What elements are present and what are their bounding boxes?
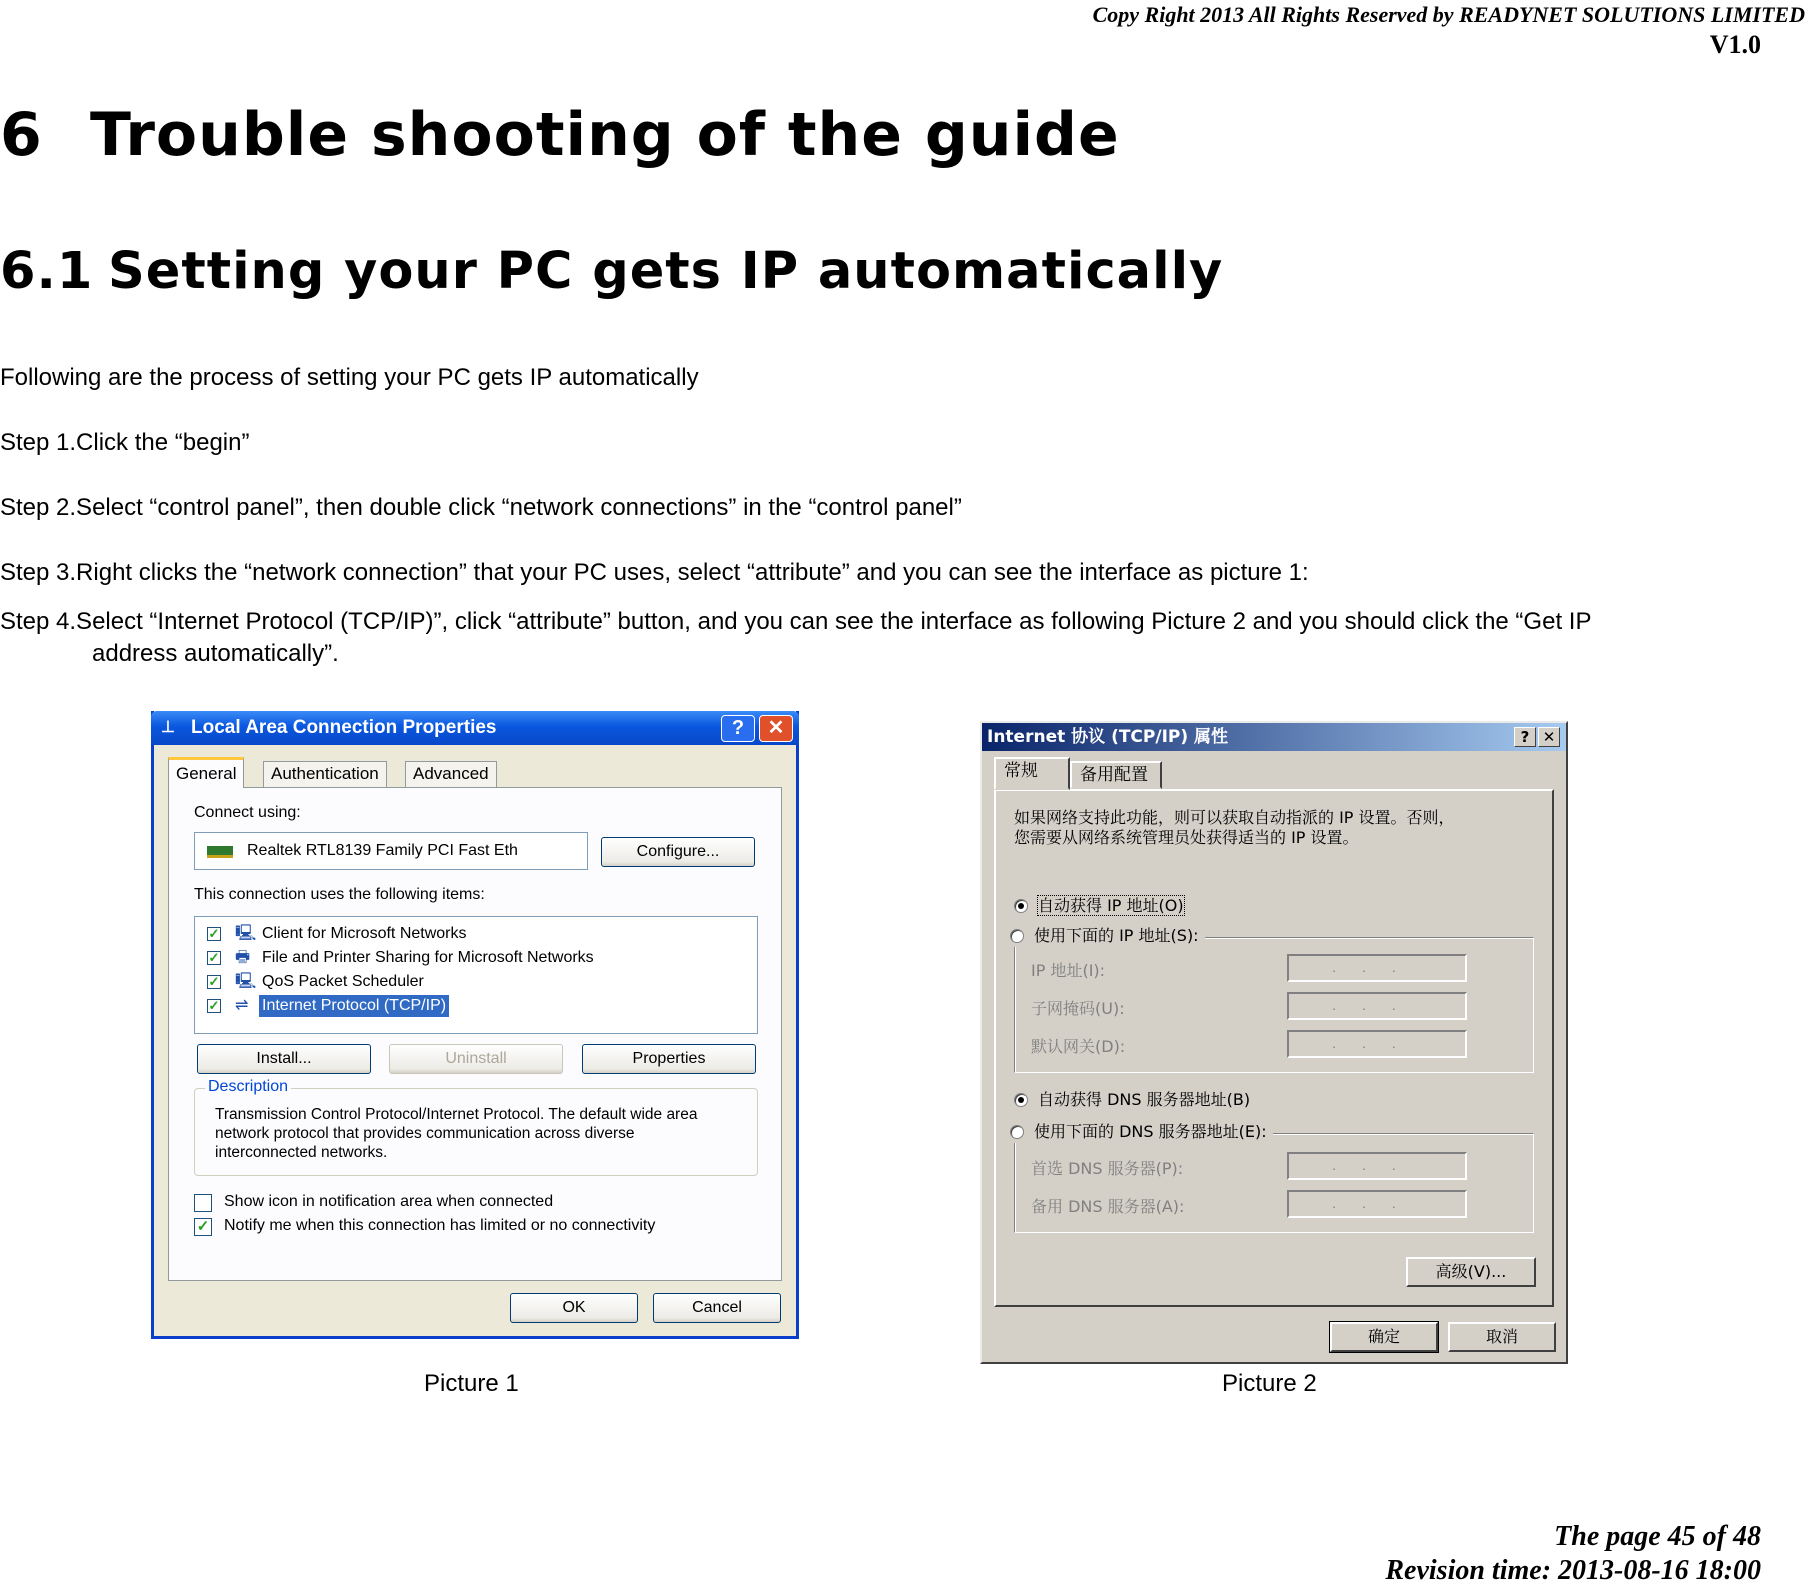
general-panel (168, 787, 782, 1281)
tab-general[interactable]: 常规 (994, 757, 1070, 790)
picture-1-caption: Picture 1 (424, 1370, 519, 1397)
ip-address-field: ... (1287, 954, 1467, 982)
cancel-button[interactable]: Cancel (653, 1293, 781, 1323)
tcp-ip-properties-dialog (980, 721, 1568, 1364)
step-3: Step 3.Right clicks the “network connection” that your PC uses, select “attribute” and you can see the interface as picture 1: (0, 559, 1309, 586)
version-label: V1.0 (1709, 30, 1761, 59)
tab-alternate-config[interactable]: 备用配置 (1070, 761, 1162, 789)
section-heading (0, 242, 1223, 301)
tab-authentication[interactable]: Authentication (263, 761, 387, 787)
dialog-titlebar (982, 723, 1566, 751)
page-footer (1385, 1520, 1761, 1588)
manual-ip-group (1014, 937, 1534, 1073)
help-button[interactable]: ? (721, 715, 755, 742)
close-button[interactable]: ✕ (759, 715, 793, 742)
checkbox-checked-icon[interactable]: ✓ (208, 998, 220, 1013)
adapter-name: Realtek RTL8139 Family PCI Fast Eth (247, 842, 518, 859)
alternate-dns-label: 备用 DNS 服务器(A): (1031, 1197, 1185, 1216)
subnet-mask-field: ... (1287, 992, 1467, 1020)
picture-2-caption: Picture 2 (1222, 1370, 1317, 1397)
manual-dns-radio[interactable]: 使用下面的 DNS 服务器地址(E): (1010, 1121, 1273, 1143)
printer-icon: 🖶 (235, 949, 251, 966)
dialog-title: Local Area Connection Properties (191, 717, 497, 738)
gateway-field: ... (1287, 1030, 1467, 1058)
tab-general[interactable]: General (168, 757, 244, 788)
close-button[interactable]: ✕ (1538, 727, 1560, 747)
description-group (194, 1078, 758, 1176)
info-line-1: 如果网络支持此功能，则可以获取自动指派的 IP 设置。否则， (1014, 808, 1455, 827)
gateway-label: 默认网关(D): (1031, 1037, 1126, 1056)
network-card-icon (207, 846, 233, 858)
uninstall-button: Uninstall (389, 1044, 563, 1074)
radio-selected-icon[interactable] (1014, 899, 1028, 913)
chapter-number: 6 (0, 100, 43, 170)
section-number: 6.1 (0, 242, 94, 301)
checkbox-checked-icon[interactable]: ✓ (208, 950, 220, 965)
dialog-title: Internet 协议 (TCP/IP) 属性 (987, 727, 1229, 747)
components-list: ✓ 🖳 Client for Microsoft Networks ✓ 🖶 File and Printer Sharing for Microsoft Networks ✓ 🖳 QoS Packet Scheduler ✓ ⇌ Internet Protocol (TCP/IP) (194, 916, 758, 1034)
section-title: Setting your PC gets IP automatically (108, 242, 1224, 301)
step-4-line-2: address automatically”. (92, 640, 339, 667)
connect-using-label: Connect using: (194, 804, 301, 821)
checkbox-unchecked-icon[interactable] (194, 1194, 212, 1212)
advanced-button[interactable]: 高级(V)... (1406, 1257, 1536, 1287)
adapter-field (194, 832, 588, 870)
description-text: Transmission Control Protocol/Internet Protocol. The default wide area network protocol that provides communication across diverse interconnected networks. (215, 1106, 698, 1161)
ip-address-label: IP 地址(I): (1031, 961, 1106, 980)
chapter-heading (0, 100, 1120, 170)
dialog-titlebar (151, 711, 799, 745)
checkbox-checked-icon[interactable]: ✓ (208, 926, 220, 941)
auto-dns-radio[interactable]: 自动获得 DNS 服务器地址(B) (1014, 1089, 1250, 1111)
computer-icon: 🖳 (235, 973, 257, 990)
install-button[interactable]: Install... (197, 1044, 371, 1074)
radio-selected-icon[interactable] (1014, 1093, 1028, 1107)
cancel-button[interactable]: 取消 (1448, 1322, 1556, 1352)
tab-advanced[interactable]: Advanced (405, 761, 497, 787)
protocol-icon: ⇌ (235, 997, 249, 1014)
ok-button[interactable]: OK (510, 1293, 638, 1323)
step-2: Step 2.Select “control panel”, then double click “network connections” in the “control panel” (0, 494, 962, 521)
info-line-2: 您需要从网络系统管理员处获得适当的 IP 设置。 (1014, 828, 1359, 847)
local-area-connection-dialog (151, 711, 799, 1339)
revision-time: Revision time: 2013-08-16 18:00 (1385, 1555, 1761, 1586)
ok-button[interactable]: 确定 (1330, 1322, 1438, 1352)
properties-button[interactable]: Properties (582, 1044, 756, 1074)
copyright-text: Copy Right 2013 All Rights Reserved by READYNET SOLUTIONS LIMITED (1092, 2, 1805, 27)
auto-ip-radio[interactable]: 自动获得 IP 地址(O) (1014, 895, 1184, 917)
preferred-dns-field: ... (1287, 1152, 1467, 1180)
general-panel (994, 789, 1554, 1307)
show-icon-checkbox[interactable]: Show icon in notification area when connected (194, 1192, 553, 1214)
alternate-dns-field: ... (1287, 1190, 1467, 1218)
manual-dns-group (1014, 1133, 1534, 1233)
radio-unselected-icon[interactable] (1010, 929, 1024, 943)
configure-button[interactable]: Configure... (601, 837, 755, 867)
radio-unselected-icon[interactable] (1010, 1125, 1024, 1139)
computer-icon: 🖳 (235, 925, 257, 942)
preferred-dns-label: 首选 DNS 服务器(P): (1031, 1159, 1184, 1178)
notify-checkbox[interactable]: ✓ Notify me when this connection has limited or no connectivity (194, 1216, 655, 1238)
help-button[interactable]: ? (1514, 727, 1536, 747)
chapter-title: Trouble shooting of the guide (90, 100, 1120, 170)
checkbox-checked-icon[interactable]: ✓ (194, 1218, 212, 1236)
step-4-line-1: Step 4.Select “Internet Protocol (TCP/IP)”, click “attribute” button, and you can see the interface as following Picture 2 and you should click the “Get IP (0, 608, 1592, 635)
network-icon: ⊥ (161, 719, 175, 736)
checkbox-checked-icon[interactable]: ✓ (208, 974, 220, 989)
intro-paragraph: Following are the process of setting your PC gets IP automatically (0, 364, 699, 391)
page-header (1093, 0, 1805, 60)
step-1: Step 1.Click the “begin” (0, 429, 250, 456)
items-label: This connection uses the following items: (194, 886, 485, 903)
manual-ip-radio[interactable]: 使用下面的 IP 地址(S): (1010, 925, 1205, 947)
description-legend: Description (205, 1078, 291, 1096)
subnet-mask-label: 子网掩码(U): (1031, 999, 1125, 1018)
page-number: The page 45 of 48 (1554, 1521, 1761, 1552)
